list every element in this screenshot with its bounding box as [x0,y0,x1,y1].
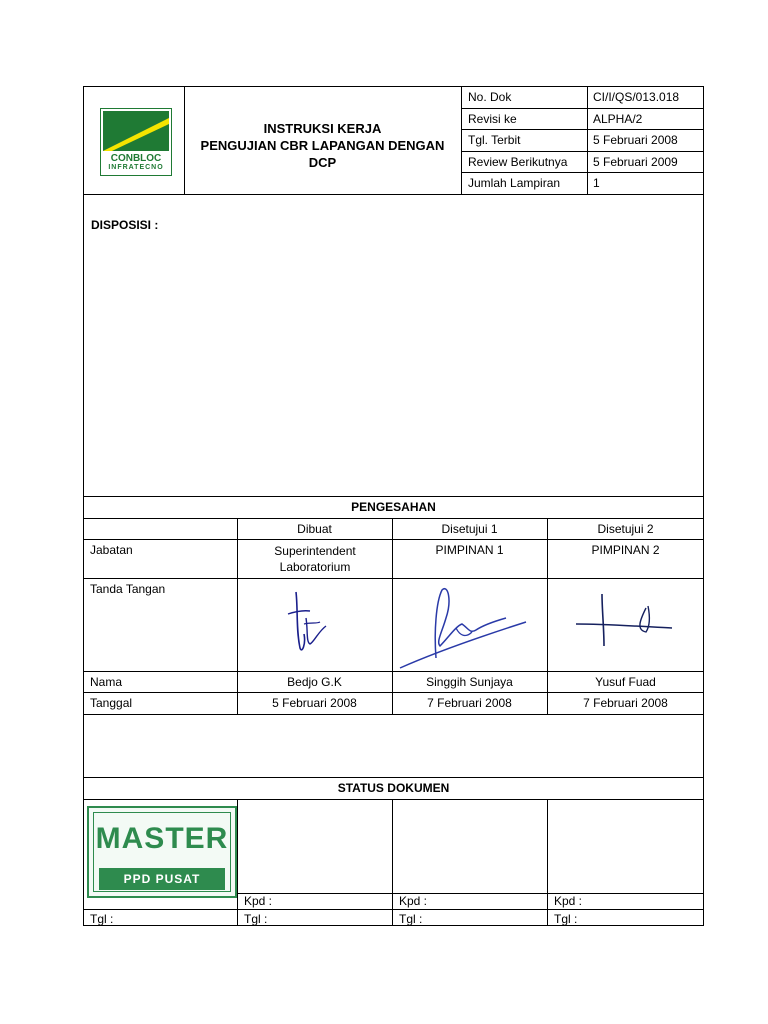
meta-label-review: Review Berikutnya [468,155,568,169]
row-label-jabatan: Jabatan [90,543,133,557]
kpd-label-1: Kpd : [244,894,273,908]
row-label-nama: Nama [90,675,123,689]
tanggal-dibuat: 5 Februari 2008 [272,696,357,710]
signature-disetujui-2 [574,590,676,648]
stamp-text-master: MASTER [95,822,229,855]
meta-label-revisi: Revisi ke [468,112,517,126]
col-header-disetujui-1: Disetujui 1 [441,522,498,536]
tanggal-disetujui-2: 7 Februari 2008 [583,696,668,710]
doc-title-line-2: PENGUJIAN CBR LAPANGAN DENGAN [200,138,445,153]
jabatan-disetujui-2: PIMPINAN 2 [591,543,660,557]
meta-value-tgl-terbit: 5 Februari 2008 [593,133,678,147]
meta-value-no-dok: CI/I/QS/013.018 [593,90,680,104]
pengesahan-title: PENGESAHAN [351,500,436,514]
tgl-label-2: Tgl : [244,912,268,926]
disposisi-label: DISPOSISI : [91,218,159,232]
tgl-label-4: Tgl : [554,912,578,926]
meta-label-no-dok: No. Dok [468,90,512,104]
signature-disetujui-1 [396,582,531,670]
jabatan-dibuat: Superintendent Laboratorium [274,544,356,574]
col-header-dibuat: Dibuat [297,522,332,536]
nama-disetujui-1: Singgih Sunjaya [426,675,513,689]
tgl-label-1: Tgl : [90,912,114,926]
meta-value-revisi: ALPHA/2 [593,112,643,126]
meta-label-tgl-terbit: Tgl. Terbit [468,133,521,147]
disposisi-box [83,194,704,497]
row-label-tanda-tangan: Tanda Tangan [90,582,166,596]
col-header-disetujui-2: Disetujui 2 [597,522,654,536]
company-logo [100,108,172,176]
nama-dibuat: Bedjo G.K [287,675,342,689]
meta-label-lampiran: Jumlah Lampiran [468,176,561,190]
nama-disetujui-2: Yusuf Fuad [595,675,656,689]
tgl-label-3: Tgl : [399,912,423,926]
kpd-label-3: Kpd : [554,894,583,908]
logo-text-1: CONBLOC [110,153,162,164]
meta-value-review: 5 Februari 2009 [593,155,678,169]
stamp-text-ppd-pusat: PPD PUSAT [123,872,201,886]
blank-box [83,714,704,778]
doc-title-line-1: INSTRUKSI KERJA [263,121,382,136]
signature-dibuat [282,584,342,664]
tanggal-disetujui-1: 7 Februari 2008 [427,696,512,710]
logo-text-2: INFRATECNO [108,164,164,171]
row-label-tanggal: Tanggal [90,696,133,710]
kpd-label-2: Kpd : [399,894,428,908]
status-title: STATUS DOKUMEN [337,781,450,795]
meta-value-lampiran: 1 [593,176,600,190]
master-stamp [87,806,237,898]
doc-title-line-3: DCP [308,155,337,170]
jabatan-disetujui-1: PIMPINAN 1 [435,543,504,557]
